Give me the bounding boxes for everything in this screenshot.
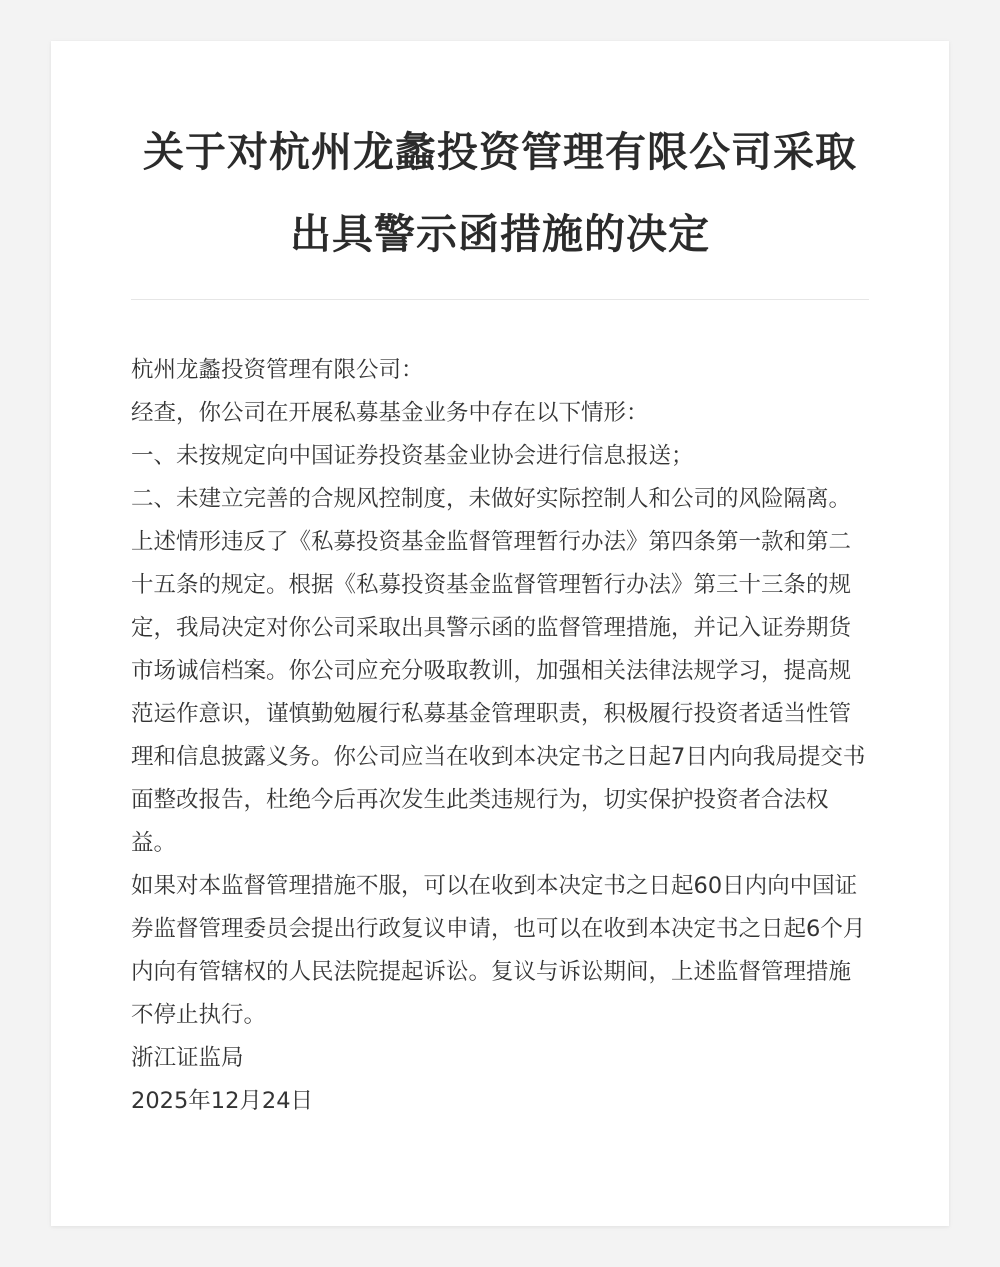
document-body (131, 349, 869, 1123)
issue-date: 2025年12月24日 (131, 1088, 314, 1114)
finding-item-1: 一、未按规定向中国证券投资基金业协会进行信息报送； (131, 443, 694, 469)
issuer-name: 浙江证监局 (131, 1045, 244, 1071)
title-divider (131, 299, 869, 300)
finding-item-2: 二、未建立完善的合规风控制度，未做好实际控制人和公司的风险隔离。 (131, 486, 852, 512)
document-title: 关于对杭州龙蠡投资管理有限公司采取出具警示函措施的决定 (143, 128, 857, 258)
addressee-line: 杭州龙蠡投资管理有限公司： (131, 357, 424, 383)
decision-paragraph: 上述情形违反了《私募投资基金监督管理暂行办法》第四条第一款和第二十五条的规定。根据《私募投资基金监督管理暂行办法》第三十三条的规定，我局决定对你公司采取出具警示函的监督管理措施，并记入证券期货市场诚信档案。你公司应充分吸取教训，加强相关法律法规学习，提高规范运作意识，谨慎勤勉履行私募基金管理职责，积极履行投资者适当性管理和信息披露义务。你公司应当在收到本决定书之日起7日内向我局提交书面整改报告，杜绝今后再次发生此类违规行为，切实保护投资者合法权益。 (131, 529, 866, 856)
appeal-paragraph: 如果对本监督管理措施不服，可以在收到本决定书之日起60日内向中国证券监督管理委员会提出行政复议申请，也可以在收到本决定书之日起6个月内向有管辖权的人民法院提起诉讼。复议与诉讼期间，上述监督管理措施不停止执行。 (131, 873, 866, 1028)
finding-intro: 经查，你公司在开展私募基金业务中存在以下情形： (131, 400, 649, 426)
document-card (51, 41, 949, 1226)
